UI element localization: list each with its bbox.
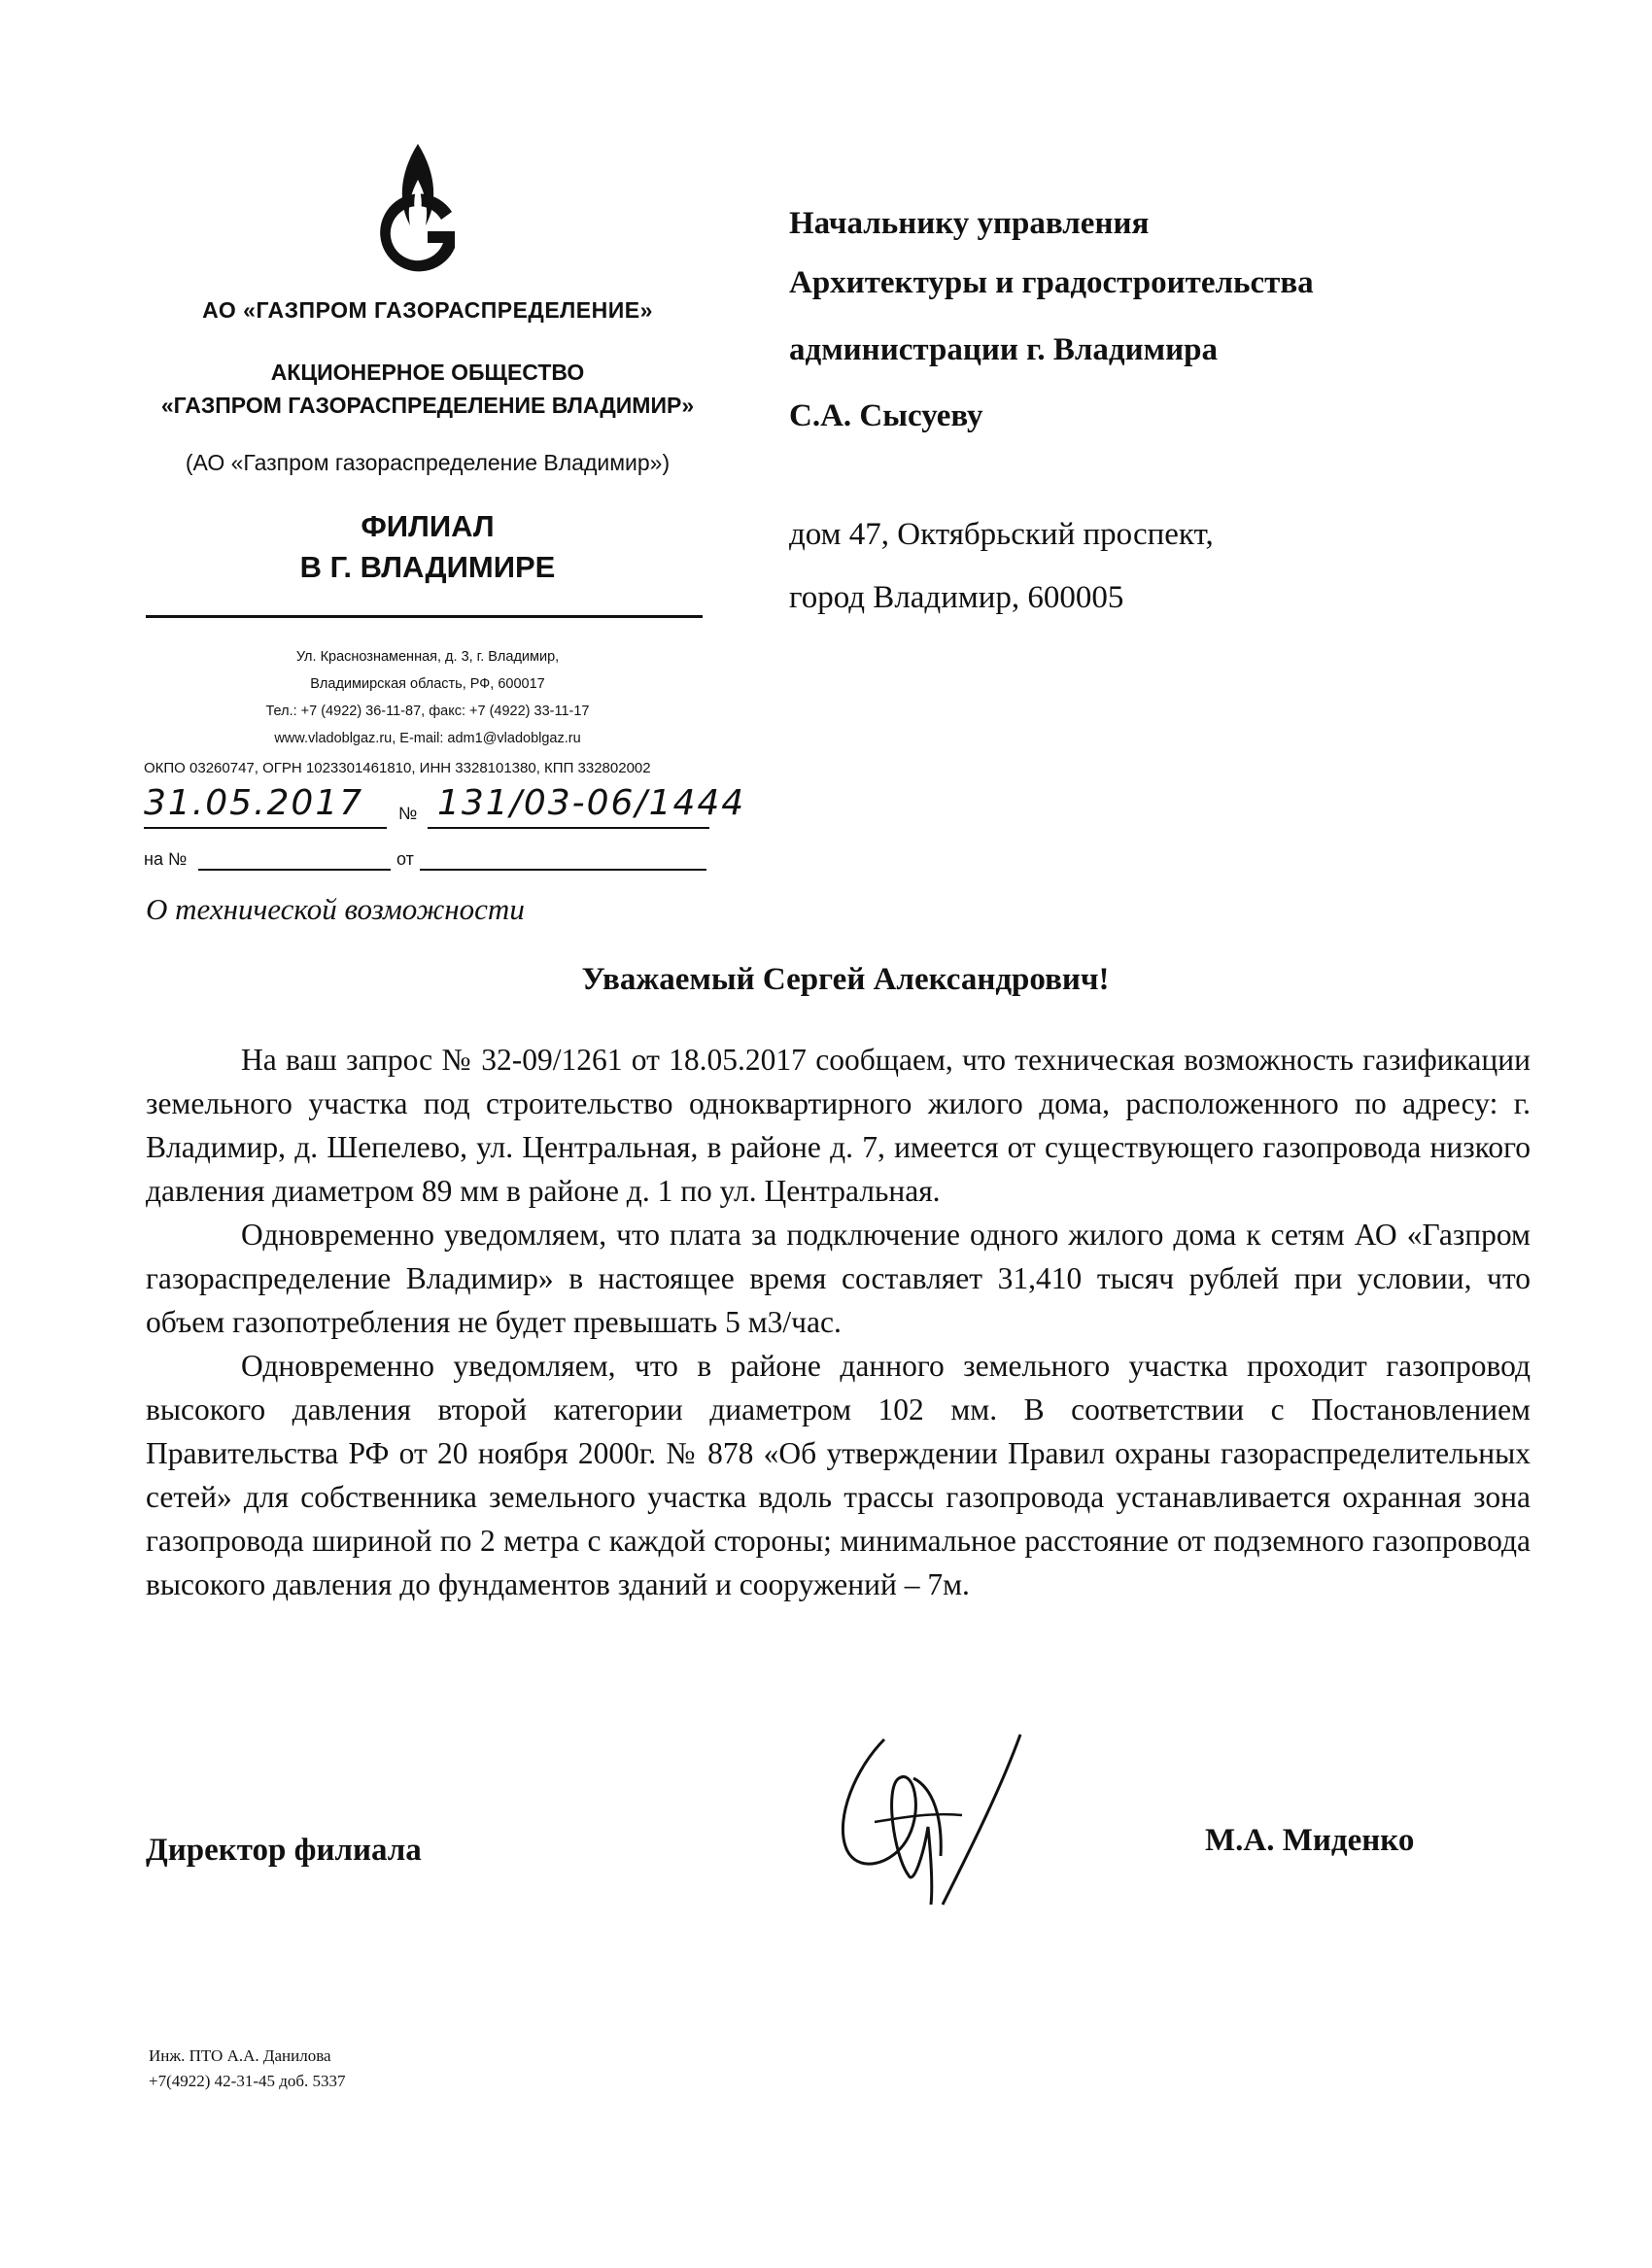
branch-address-line2: Владимирская область, РФ, 600017: [310, 676, 545, 692]
handwritten-signature-icon: [816, 1730, 1030, 1914]
executor-phone: +7(4922) 42-31-45 доб. 5337: [149, 2072, 346, 2090]
body-paragraph: Одновременно уведомляем, что в районе данного земельного участка проходит газопровод высокого давления второй категории диаметром 102 мм. В соответствии с Постановлением Правительства РФ от 20 ноября 2000г. № 878 «Об утверждении Правил охраны газораспределительных сетей» для собственника земельного участка вдоль трассы газопровода устанавливается охранная зона газопровода шириной по 2 метра с каждой стороны; минимальное расстояние от подземного газопровода высокого давления до фундаментов зданий и сооружений – 7м.: [146, 1349, 1531, 1601]
reference-underline: [198, 869, 391, 871]
signatory-name: М.А. Миденко: [1205, 1823, 1415, 1858]
branch-title-line1: ФИЛИАЛ: [361, 509, 495, 543]
org-short-name: АО «ГАЗПРОМ ГАЗОРАСПРЕДЕЛЕНИЕ»: [202, 297, 653, 323]
org-paren-name: (АО «Газпром газораспределение Владимир»): [185, 450, 671, 475]
executor-name: Инж. ПТО А.А. Данилова: [149, 2046, 331, 2065]
org-full-name-line1: АКЦИОНЕРНОЕ ОБЩЕСТВО: [270, 360, 585, 385]
addressee-name: С.А. Сысуеву: [789, 398, 983, 433]
addressee-address-line2: город Владимир, 600005: [789, 580, 1124, 615]
letterhead-divider: [146, 615, 703, 618]
branch-web-email: www.vladoblgaz.ru, E-mail: adm1@vladoblgaz.ru: [274, 731, 581, 746]
letter-subject: О технической возможности: [146, 892, 525, 926]
branch-address-line1: Ул. Краснознаменная, д. 3, г. Владимир,: [295, 649, 560, 665]
addressee-line2: Архитектуры и градостроительства: [789, 265, 1314, 300]
signatory-title: Директор филиала: [146, 1833, 422, 1868]
org-full-name-line2: «ГАЗПРОМ ГАЗОРАСПРЕДЕЛЕНИЕ ВЛАДИМИР»: [160, 393, 695, 418]
branch-title-line2: В Г. ВЛАДИМИРЕ: [299, 550, 556, 584]
from-underline: [420, 869, 706, 871]
date-underline: [144, 827, 387, 829]
reference-label: на №: [144, 849, 188, 869]
addressee-address-line1: дом 47, Октябрьский проспект,: [789, 517, 1214, 552]
from-label: от: [396, 849, 414, 869]
branch-requisites: ОКПО 03260747, ОГРН 1023301461810, ИНН 3328101380, КПП 332802002: [144, 760, 651, 776]
outgoing-number: 131/03-06/1444: [437, 783, 746, 823]
outgoing-date: 31.05.2017: [144, 783, 364, 823]
addressee-line1: Начальнику управления: [789, 206, 1150, 241]
number-underline: [428, 827, 709, 829]
gazprom-flame-logo-icon: [360, 136, 476, 282]
letter-body: [146, 1038, 1531, 1606]
salutation: Уважаемый Сергей Александрович!: [581, 962, 1110, 997]
branch-phones: Тел.: +7 (4922) 36-11-87, факс: +7 (4922) 33-11-17: [265, 704, 590, 719]
body-paragraph: На ваш запрос № 32-09/1261 от 18.05.2017 сообщаем, что техническая возможность газификации земельного участка под строительство одноквартирного жилого дома, расположенного по адресу: г. Владимир, д. Шепелево, ул. Центральная, в районе д. 7, имеется от существующего газопровода низкого давления диаметром 89 мм в районе д. 1 по ул. Центральная.: [146, 1043, 1531, 1208]
number-label: №: [398, 804, 418, 823]
body-paragraph: Одновременно уведомляем, что плата за подключение одного жилого дома к сетям АО «Газпром газораспределение Владимир» в настоящее время составляет 31,410 тысяч рублей при условии, что объем газопотребления не будет превышать 5 м3/час.: [146, 1218, 1531, 1339]
addressee-line3: администрации г. Владимира: [789, 332, 1218, 367]
